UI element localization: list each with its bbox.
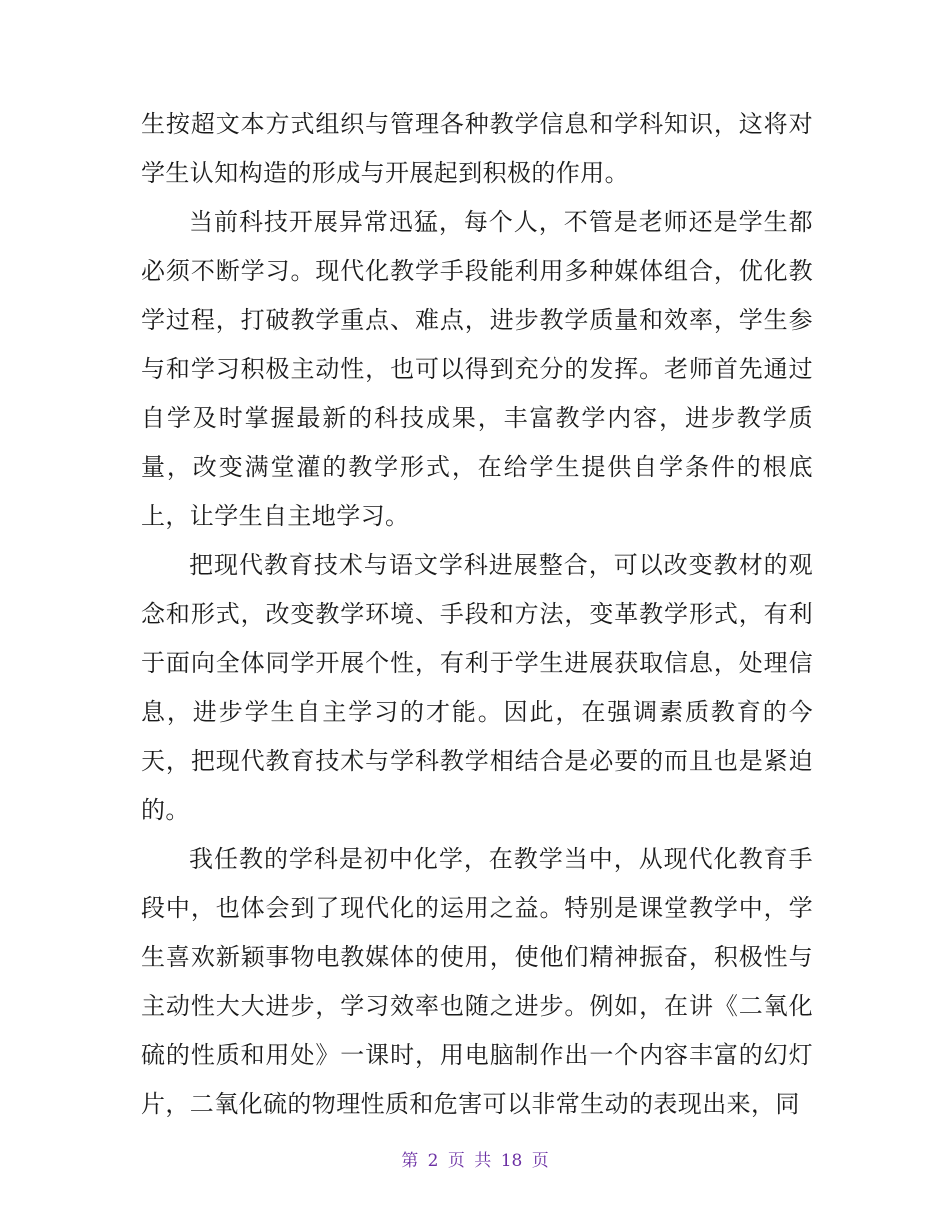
- paragraph-tech-development: 当前科技开展异常迅猛，每个人，不管是老师还是学生都必须不断学习。现代化教学手段能利用多种媒体组合，优化教学过程，打破教学重点、难点，进步教学质量和效率，学生参与和学习积极主动性，也可以得到充分的发挥。老师首先通过自学及时掌握最新的科技成果，丰富教学内容，进步教学质量，改变满堂灌的教学形式，在给学生提供自学条件的根底上，让学生自主地学习。: [141, 208, 813, 530]
- page-number-footer: 第 2 页 共 18 页: [401, 1151, 549, 1171]
- paragraph-chemistry-teaching: 我任教的学科是初中化学，在教学当中，从现代化教育手段中，也体会到了现代化的运用之益。特别是课堂教学中，学生喜欢新颖事物电教媒体的使用，使他们精神振奋，积极性与主动性大大进步，学习效率也随之进步。例如，在讲《二氧化硫的性质和用处》一课时，用电脑制作出一个内容丰富的幻灯片，二氧化硫的物理性质和危害可以非常生动的表现出来，同: [141, 845, 813, 1118]
- paragraph-integration: 把现代教育技术与语文学科进展整合，可以改变教材的观念和形式，改变教学环境、手段和方法，变革教学形式，有利于面向全体同学开展个性，有利于学生进展获取信息，处理信息，进步学生自主学习的才能。因此，在强调素质教育的今天，把现代教育技术与学科教学相结合是必要的而且也是紧迫的。: [141, 551, 813, 824]
- document-body: [141, 100, 813, 1129]
- paragraph-continuation: 生按超文本方式组织与管理各种教学信息和学科知识，这将对学生认知构造的形成与开展起到积极的作用。: [141, 110, 813, 187]
